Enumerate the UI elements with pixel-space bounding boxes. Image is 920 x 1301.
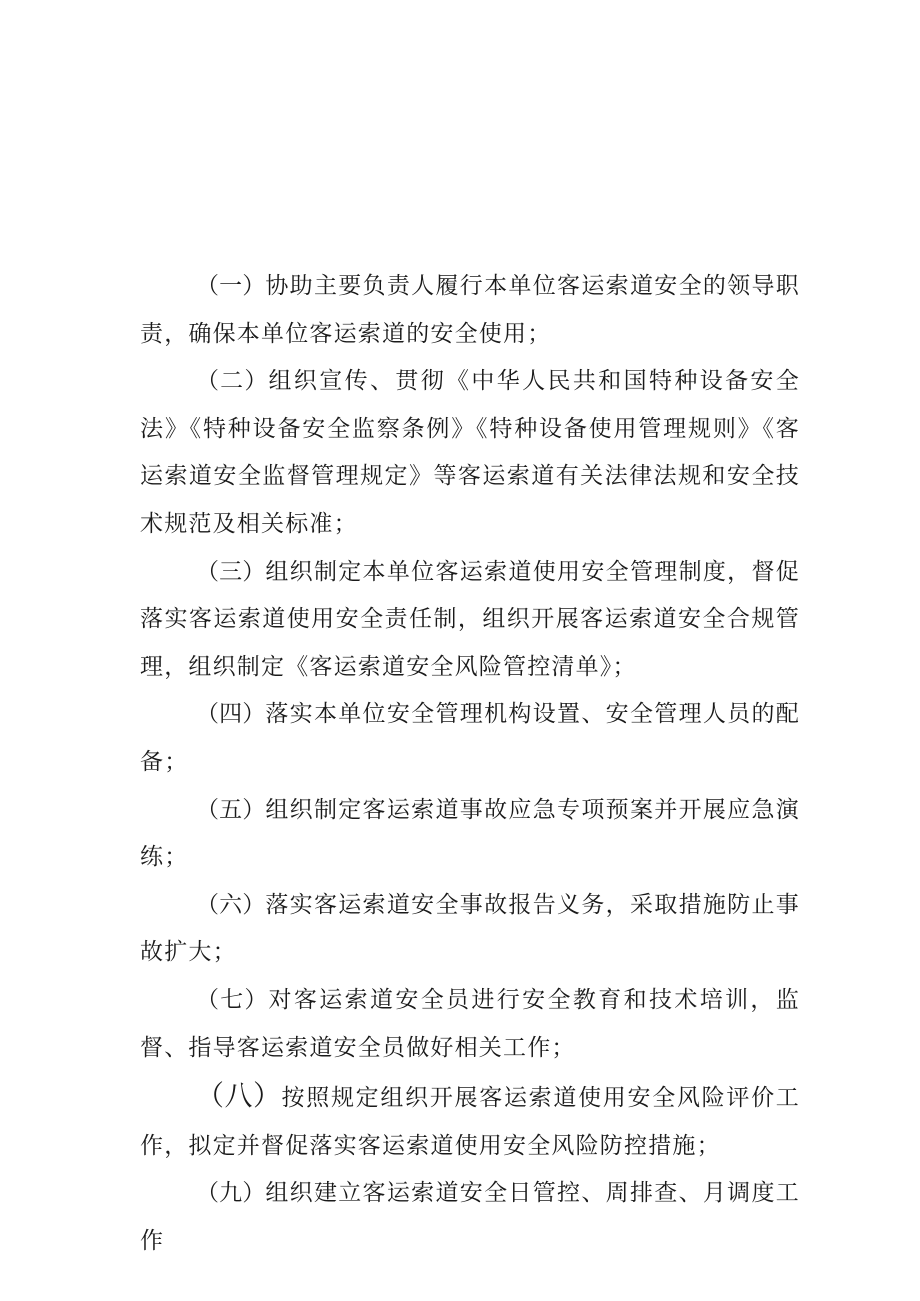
paragraph-number: （八） xyxy=(196,1079,282,1113)
paragraph-number: （四） xyxy=(196,701,266,728)
paragraph-number: （三） xyxy=(196,558,266,585)
paragraph-text: 对客运索道安全员进行安全教育和技术培训，监督、指导客运索道安全员做好相关工作； xyxy=(140,986,801,1061)
paragraph-5 xyxy=(140,787,800,882)
paragraph-number: （二） xyxy=(196,368,269,395)
paragraph-number: （九） xyxy=(196,1180,266,1207)
paragraph-text: 组织制定客运索道事故应急专项预案并开展应急演练； xyxy=(140,796,800,871)
paragraph-text: 组织宣传、贯彻《中华人民共和国特种设备安全法》《特种设备安全监察条例》《特种设备使用管理规则》《客运索道安全监督管理规定》等客运索道有关法律法规和安全技术规范及相关标准； xyxy=(140,368,801,537)
paragraph-4 xyxy=(140,691,800,786)
paragraph-3 xyxy=(140,549,800,692)
paragraph-text: 按照规定组织开展客运索道使用安全风险评价工作，拟定并督促落实客运索道使用安全风险防控措施； xyxy=(140,1085,800,1159)
paragraph-text: 组织制定本单位客运索道使用安全管理制度，督促落实客运索道使用安全责任制，组织开展客运索道安全合规管理，组织制定《客运索道安全风险管控清单》； xyxy=(140,558,800,680)
paragraph-9 xyxy=(140,1170,800,1265)
paragraph-text: 落实客运索道安全事故报告义务，采取措施防止事故扩大； xyxy=(140,891,800,966)
paragraph-2 xyxy=(140,358,800,548)
paragraph-8 xyxy=(140,1072,800,1170)
document-body xyxy=(140,263,800,1265)
paragraph-text: 落实本单位安全管理机构设置、安全管理人员的配备； xyxy=(140,701,800,775)
paragraph-number: （一） xyxy=(196,273,266,299)
paragraph-number: （五） xyxy=(196,796,266,823)
paragraph-number: （七） xyxy=(196,986,269,1013)
paragraph-7 xyxy=(140,977,800,1072)
paragraph-text: 协助主要负责人履行本单位客运索道安全的领导职责，确保本单位客运索道的安全使用； xyxy=(140,273,800,347)
paragraph-number: （六） xyxy=(196,891,266,918)
paragraph-text: 组织建立客运索道安全日管控、周排查、月调度工作 xyxy=(140,1180,800,1254)
paragraph-6 xyxy=(140,882,800,977)
paragraph-1 xyxy=(140,263,800,358)
